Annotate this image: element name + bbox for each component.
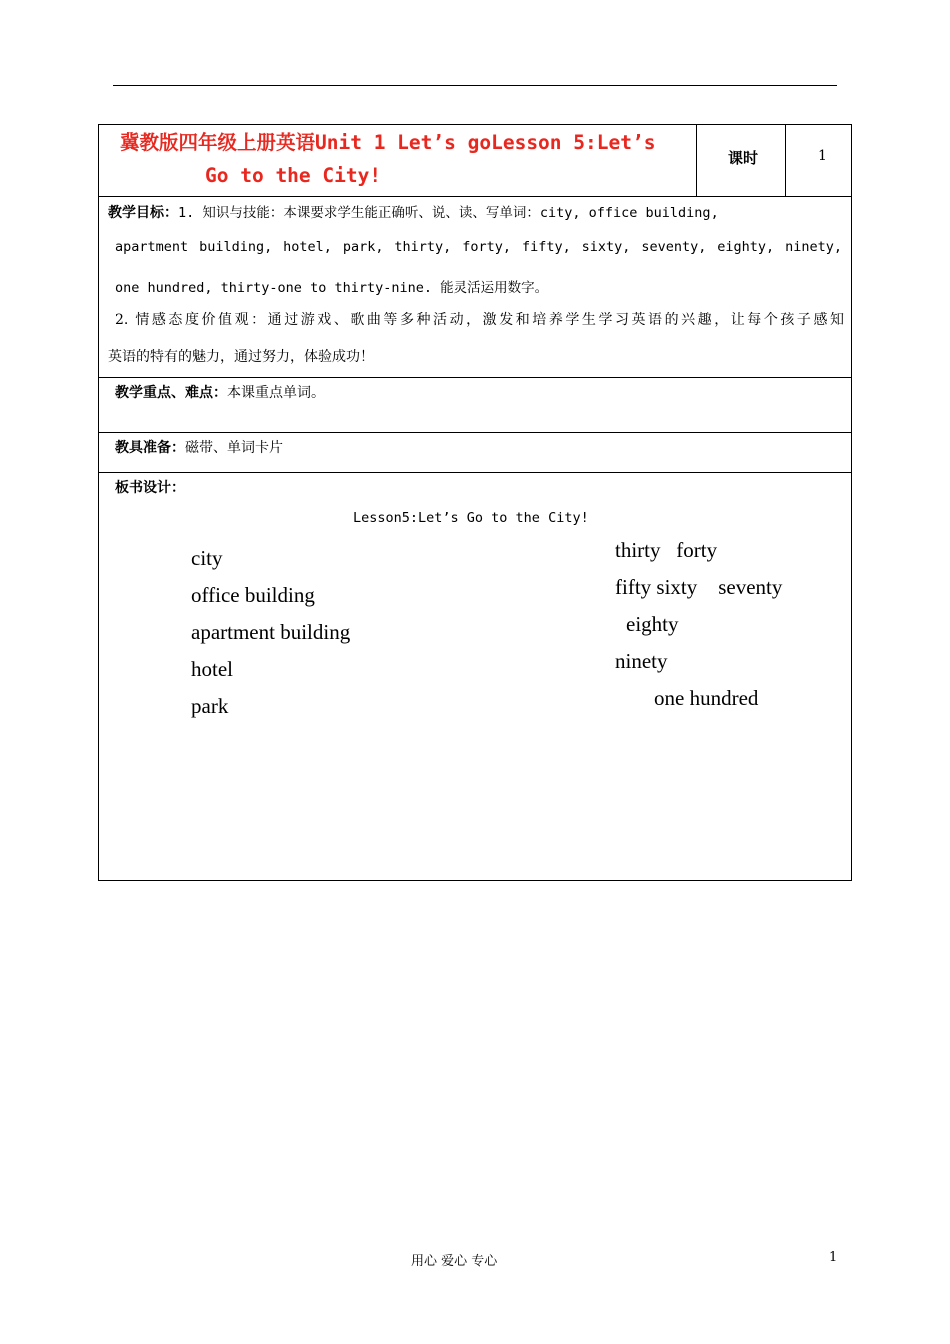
objectives-text-1: 1. 知识与技能：本课要求学生能正确听、说、读、写单词：city, office building, xyxy=(178,205,719,221)
period-value: 1 xyxy=(818,148,827,164)
row-divider-title xyxy=(99,196,851,197)
board-numbers-one-hundred: one hundred xyxy=(654,686,759,710)
materials-row xyxy=(115,437,283,457)
board-numbers-eighty: eighty xyxy=(626,612,679,636)
lesson-title-line-1: 冀教版四年级上册英语Unit 1 Let’s goLesson 5:Let’s xyxy=(120,131,656,154)
key-points-label: 教学重点、难点： xyxy=(115,385,227,401)
board-word-park: park xyxy=(191,694,229,718)
page-number: 1 xyxy=(829,1250,838,1265)
objectives-line-1 xyxy=(108,201,842,222)
row-divider-objectives xyxy=(99,377,851,378)
board-title: Lesson5:Let’s Go to the City! xyxy=(353,510,589,526)
period-label: 课时 xyxy=(728,149,759,167)
col-divider-2 xyxy=(785,125,786,196)
row-divider-materials xyxy=(99,472,851,473)
materials-text: 磁带、单词卡片 xyxy=(185,440,283,456)
objectives-line-2: apartment building, hotel, park, thirty, forty, fifty, sixty, seventy, eighty, ninety, xyxy=(115,239,842,255)
board-word-office-building: office building xyxy=(191,583,315,607)
key-points-text: 本课重点单词。 xyxy=(227,385,325,401)
objectives-label: 教学目标： xyxy=(108,205,178,221)
board-numbers-thirty-forty: thirty forty xyxy=(615,538,718,562)
lesson-title-line-2: Go to the City! xyxy=(205,164,382,187)
materials-label: 教具准备： xyxy=(115,440,185,456)
header-rule xyxy=(113,85,837,86)
col-divider-1 xyxy=(696,125,697,196)
key-points-row xyxy=(115,382,325,402)
board-word-hotel: hotel xyxy=(191,657,233,681)
board-numbers-ninety: ninety xyxy=(615,649,668,673)
objectives-line-5: 英语的特有的魅力，通过努力，体验成功！ xyxy=(108,349,374,365)
row-divider-keypoints xyxy=(99,432,851,433)
lesson-plan-table xyxy=(98,124,852,881)
board-numbers-fifty-seventy: fifty sixty seventy xyxy=(615,575,783,599)
objectives-line-3: one hundred, thirty-one to thirty-nine. 能灵活运用数字。 xyxy=(115,280,549,296)
board-design-label: 板书设计： xyxy=(115,480,185,496)
footer-motto: 用心 爱心 专心 xyxy=(411,1254,498,1269)
objectives-line-4: 2. 情感态度价值观：通过游戏、歌曲等多种活动，激发和培养学生学习英语的兴趣，让每个孩子感知 xyxy=(115,312,844,328)
board-word-apartment-building: apartment building xyxy=(191,620,351,644)
board-word-city: city xyxy=(191,546,223,570)
